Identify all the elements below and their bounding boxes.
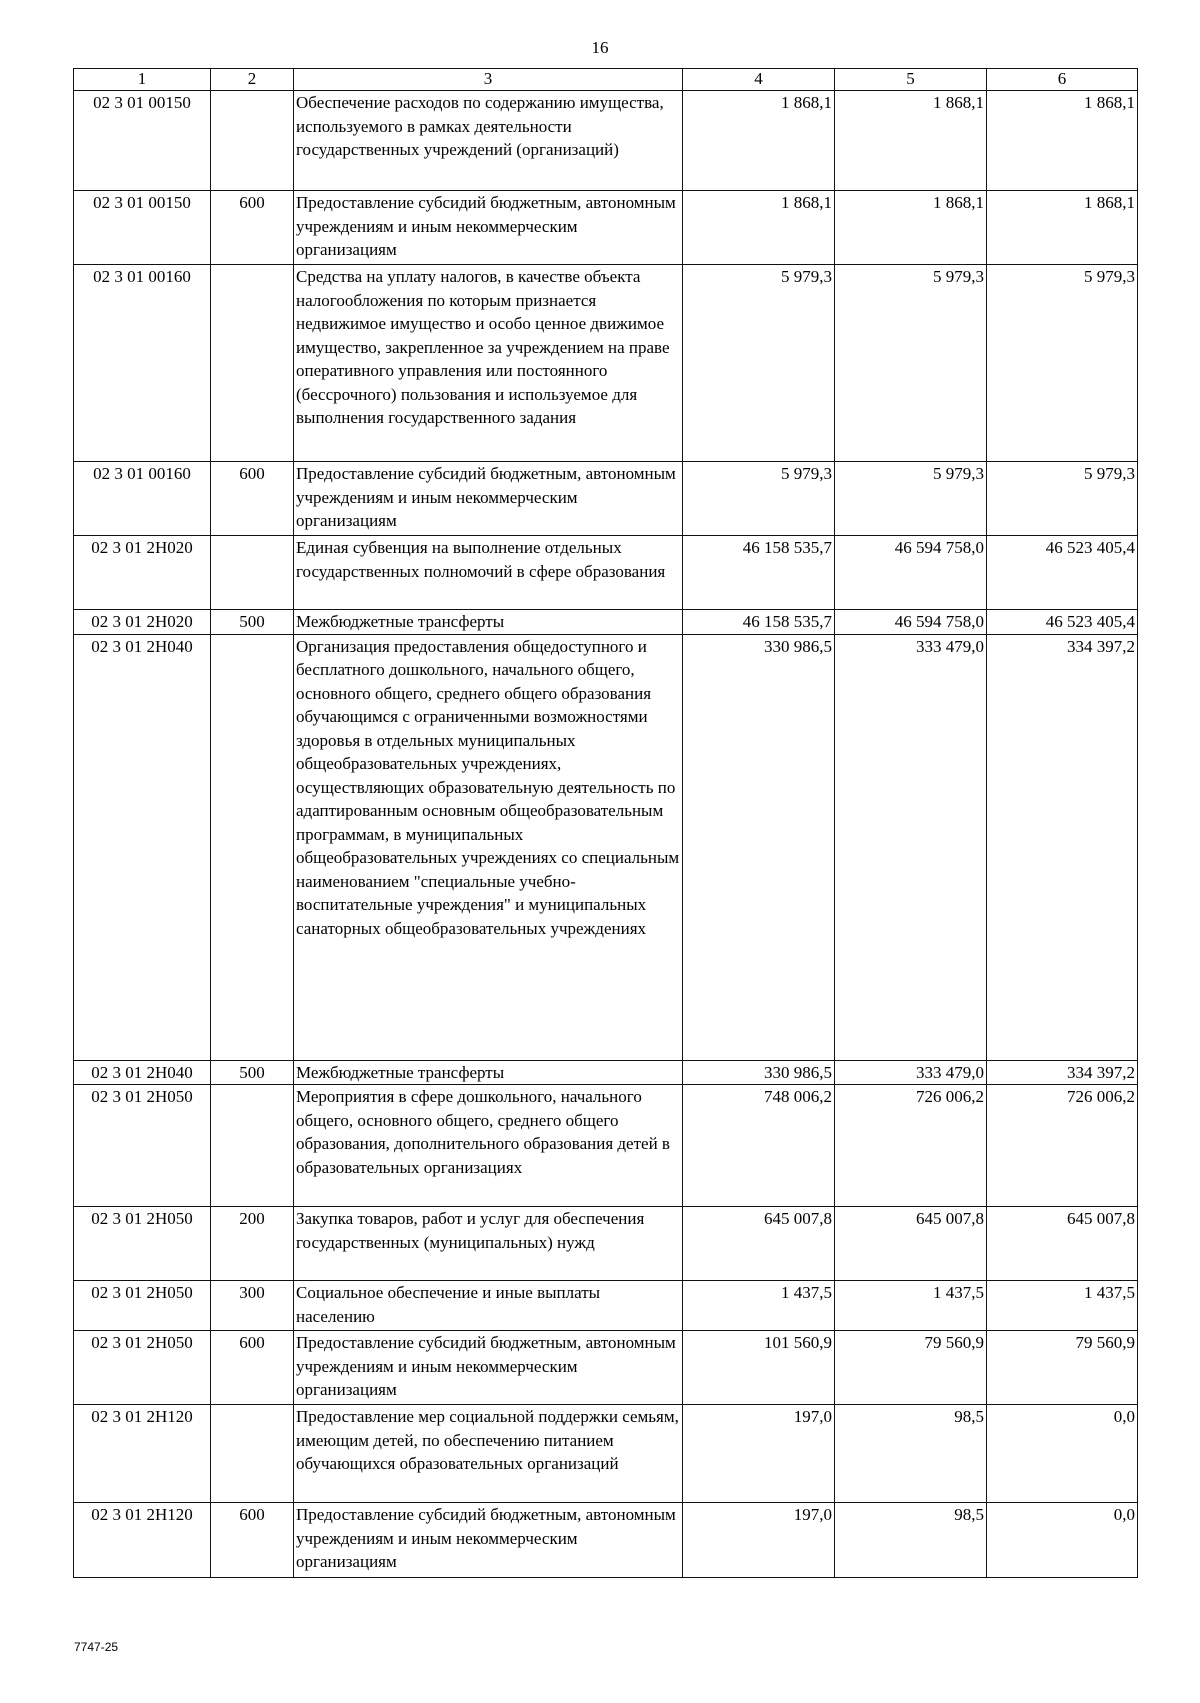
column-header-5: 5 (835, 69, 987, 91)
code-cell: 02 3 01 2Н120 (74, 1503, 211, 1578)
value-col4-cell: 1 868,1 (683, 91, 835, 191)
value-col5-cell: 79 560,9 (835, 1331, 987, 1405)
code-cell: 02 3 01 2Н050 (74, 1207, 211, 1281)
value-col5-cell: 5 979,3 (835, 265, 987, 462)
value-col6-cell: 1 437,5 (987, 1281, 1138, 1331)
value-col6-cell: 334 397,2 (987, 1060, 1138, 1085)
name-cell: Закупка товаров, работ и услуг для обеспечения государственных (муниципальных) нужд (294, 1207, 683, 1281)
value-col4-cell: 330 986,5 (683, 1060, 835, 1085)
value-col5-cell: 98,5 (835, 1405, 987, 1503)
code-cell: 02 3 01 00150 (74, 91, 211, 191)
name-cell: Предоставление субсидий бюджетным, автономным учреждениям и иным некоммерческим организациям (294, 462, 683, 536)
budget-table (73, 68, 1138, 1578)
type-cell: 300 (211, 1281, 294, 1331)
value-col5-cell: 46 594 758,0 (835, 610, 987, 635)
column-header-1: 1 (74, 69, 211, 91)
table-row (74, 265, 1138, 462)
table-row (74, 191, 1138, 265)
value-col4-cell: 197,0 (683, 1503, 835, 1578)
value-col4-cell: 645 007,8 (683, 1207, 835, 1281)
name-cell: Организация предоставления общедоступного и бесплатного дошкольного, начального общего, основного общего, среднего общего образования обучающимся с ограниченными возможностями здоровья в отдельных муниципальных общеобразовательных учреждениях, осуществляющих образовательную деятельность по адаптированным основным общеобразовательным программам, в муниципальных общеобразовательных учреждениях со специальным наименованием "специальные учебно-воспитательные учреждения" и муниципальных санаторных общеобразовательных учреждениях (294, 634, 683, 1060)
type-cell (211, 536, 294, 610)
value-col4-cell: 748 006,2 (683, 1085, 835, 1207)
table-row (74, 634, 1138, 1060)
name-cell: Единая субвенция на выполнение отдельных государственных полномочий в сфере образования (294, 536, 683, 610)
type-cell (211, 1405, 294, 1503)
code-cell: 02 3 01 2Н020 (74, 610, 211, 635)
type-cell: 600 (211, 191, 294, 265)
table-row (74, 1207, 1138, 1281)
code-cell: 02 3 01 00160 (74, 265, 211, 462)
value-col5-cell: 1 868,1 (835, 191, 987, 265)
value-col6-cell: 5 979,3 (987, 462, 1138, 536)
name-cell: Предоставление субсидий бюджетным, автономным учреждениям и иным некоммерческим организациям (294, 1331, 683, 1405)
table-row (74, 610, 1138, 635)
table-row (74, 1281, 1138, 1331)
type-cell: 600 (211, 462, 294, 536)
name-cell: Предоставление мер социальной поддержки семьям, имеющим детей, по обеспечению питанием обучающихся образовательных организаций (294, 1405, 683, 1503)
column-header-6: 6 (987, 69, 1138, 91)
value-col5-cell: 98,5 (835, 1503, 987, 1578)
value-col4-cell: 101 560,9 (683, 1331, 835, 1405)
table-row (74, 1331, 1138, 1405)
code-cell: 02 3 01 2Н050 (74, 1281, 211, 1331)
value-col6-cell: 1 868,1 (987, 91, 1138, 191)
table-row (74, 1085, 1138, 1207)
type-cell: 600 (211, 1331, 294, 1405)
code-cell: 02 3 01 2Н050 (74, 1085, 211, 1207)
document-code: 7747-25 (74, 1640, 119, 1654)
table-row (74, 1503, 1138, 1578)
value-col6-cell: 46 523 405,4 (987, 536, 1138, 610)
value-col6-cell: 0,0 (987, 1503, 1138, 1578)
value-col5-cell: 333 479,0 (835, 634, 987, 1060)
value-col4-cell: 5 979,3 (683, 462, 835, 536)
page-number: 16 (591, 38, 609, 57)
name-cell: Предоставление субсидий бюджетным, автономным учреждениям и иным некоммерческим организациям (294, 1503, 683, 1578)
value-col5-cell: 726 006,2 (835, 1085, 987, 1207)
value-col4-cell: 1 437,5 (683, 1281, 835, 1331)
column-header-row (74, 69, 1138, 91)
type-cell (211, 634, 294, 1060)
value-col4-cell: 197,0 (683, 1405, 835, 1503)
value-col4-cell: 5 979,3 (683, 265, 835, 462)
name-cell: Обеспечение расходов по содержанию имущества, используемого в рамках деятельности государственных учреждений (организаций) (294, 91, 683, 191)
name-cell: Межбюджетные трансферты (294, 1060, 683, 1085)
value-col4-cell: 330 986,5 (683, 634, 835, 1060)
column-header-2: 2 (211, 69, 294, 91)
value-col5-cell: 5 979,3 (835, 462, 987, 536)
column-header-4: 4 (683, 69, 835, 91)
type-cell: 500 (211, 610, 294, 635)
value-col5-cell: 333 479,0 (835, 1060, 987, 1085)
value-col6-cell: 5 979,3 (987, 265, 1138, 462)
value-col4-cell: 46 158 535,7 (683, 536, 835, 610)
value-col6-cell: 79 560,9 (987, 1331, 1138, 1405)
table-row (74, 91, 1138, 191)
value-col6-cell: 334 397,2 (987, 634, 1138, 1060)
table-row (74, 462, 1138, 536)
value-col4-cell: 1 868,1 (683, 191, 835, 265)
value-col6-cell: 726 006,2 (987, 1085, 1138, 1207)
type-cell: 600 (211, 1503, 294, 1578)
value-col6-cell: 1 868,1 (987, 191, 1138, 265)
code-cell: 02 3 01 2Н120 (74, 1405, 211, 1503)
type-cell: 200 (211, 1207, 294, 1281)
name-cell: Мероприятия в сфере дошкольного, начального общего, основного общего, среднего общего образования, дополнительного образования детей в образовательных организациях (294, 1085, 683, 1207)
value-col4-cell: 46 158 535,7 (683, 610, 835, 635)
value-col6-cell: 46 523 405,4 (987, 610, 1138, 635)
code-cell: 02 3 01 2Н040 (74, 1060, 211, 1085)
code-cell: 02 3 01 2Н020 (74, 536, 211, 610)
value-col5-cell: 1 437,5 (835, 1281, 987, 1331)
name-cell: Социальное обеспечение и иные выплаты населению (294, 1281, 683, 1331)
name-cell: Межбюджетные трансферты (294, 610, 683, 635)
value-col6-cell: 0,0 (987, 1405, 1138, 1503)
type-cell (211, 265, 294, 462)
value-col5-cell: 645 007,8 (835, 1207, 987, 1281)
name-cell: Средства на уплату налогов, в качестве объекта налогообложения по которым признается недвижимое имущество и особо ценное движимое имущество, закрепленное за учреждением на праве оперативного управления или постоянного (бессрочного) пользования и используемое для выполнения государственного задания (294, 265, 683, 462)
value-col5-cell: 46 594 758,0 (835, 536, 987, 610)
value-col5-cell: 1 868,1 (835, 91, 987, 191)
table-row (74, 1405, 1138, 1503)
column-header-3: 3 (294, 69, 683, 91)
code-cell: 02 3 01 2Н050 (74, 1331, 211, 1405)
code-cell: 02 3 01 00160 (74, 462, 211, 536)
code-cell: 02 3 01 00150 (74, 191, 211, 265)
type-cell (211, 1085, 294, 1207)
name-cell: Предоставление субсидий бюджетным, автономным учреждениям и иным некоммерческим организациям (294, 191, 683, 265)
value-col6-cell: 645 007,8 (987, 1207, 1138, 1281)
table-row (74, 536, 1138, 610)
table-row (74, 1060, 1138, 1085)
code-cell: 02 3 01 2Н040 (74, 634, 211, 1060)
type-cell (211, 91, 294, 191)
type-cell: 500 (211, 1060, 294, 1085)
